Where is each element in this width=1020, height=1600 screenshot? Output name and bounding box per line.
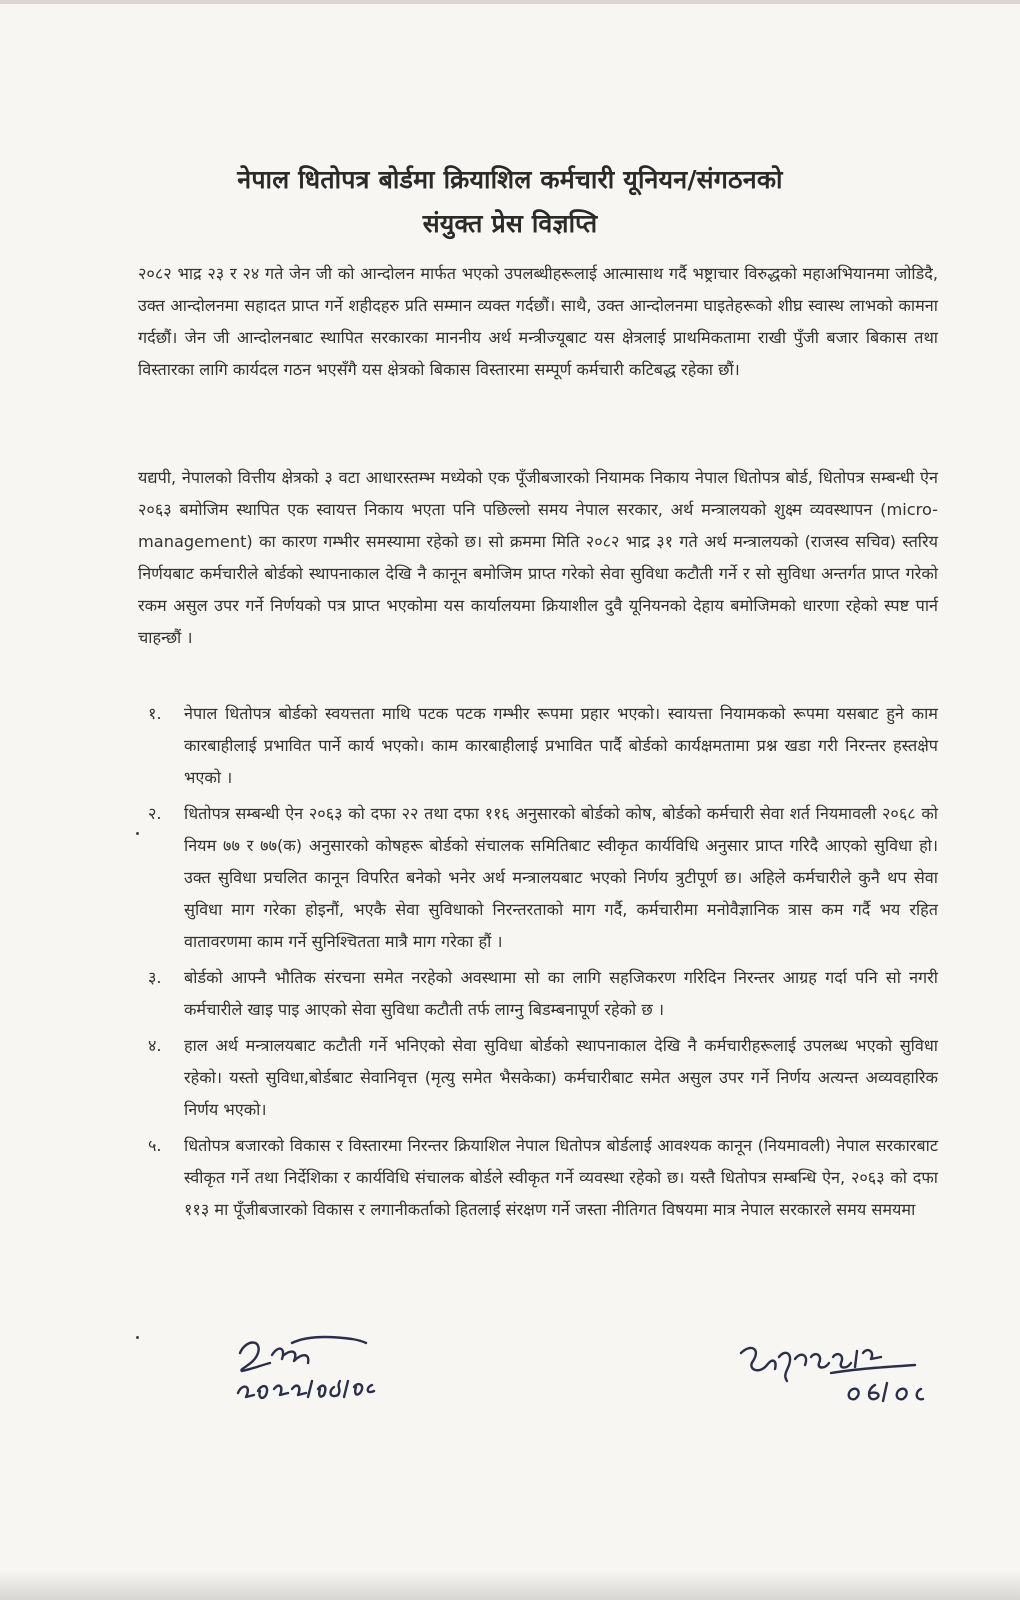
scan-speck [136,832,139,835]
signature-right [735,1335,965,1425]
list-item [148,1030,938,1126]
paragraph-context: यद्यपी, नेपालको वित्तीय क्षेत्रको ३ वटा आधारस्तम्भ मध्येको एक पूँजीबजारको नियामक निकाय नेपाल धितोपत्र बोर्ड, धितोपत्र सम्बन्धी ऐन २०६३ बमोजिम स्थापित एक स्वायत्त निकाय भएता पनि पछिल्लो समय नेपाल सरकार, अर्थ मन्त्रालयको शुक्ष्म व्यवस्थापन (micro-management) का कारण गम्भीर समस्यामा रहेको छ। सो क्रममा मिति २०८२ भाद्र ३१ गते अर्थ मन्त्रालयको (राजस्व सचिव) स्तरिय निर्णयबाट कर्मचारीले बोर्डको स्थापनाकाल देखि नै कानून बमोजिम प्राप्त गरेको सेवा सुविधा कटौती गर्ने र सो सुविधा अन्तर्गत प्राप्त गरेको रकम असुल उपर गर्ने निर्णयको पत्र प्राप्त भएकोमा यस कार्यालयमा क्रियाशील दुवै यूनियनको देहाय बमोजिमको धारणा रहेको स्पष्ट पार्न चाहन्छौं । [138,468,938,647]
list-item [148,1130,938,1226]
point-text: हाल अर्थ मन्त्रालयबाट कटौती गर्ने भनिएको सेवा सुविधा बोर्डको स्थापनाकाल देखि नै कर्मचारीहरूलाई उपलब्ध भएको सुविधा रहेको। यस्तो सुविधा,बोर्डबाट सेवानिवृत्त (मृत्यु समेत भैसकेका) कर्मचारीबाट समेत असुल उपर गर्ने निर्णय अत्यन्त अव्यवहारिक निर्णय भएको। [184,1036,938,1119]
signature-right-drawing [735,1335,965,1425]
list-item [148,698,938,794]
point-number: १. [148,704,162,723]
list-item [148,962,938,1026]
page-bottom-shadow [0,1570,1020,1600]
point-text: धितोपत्र बजारको विकास र विस्तारमा निरन्तर क्रियाशिल नेपाल धितोपत्र बोर्डलाई आवश्यक कानून (नियमावली) नेपाल सरकारबाट स्वीकृत गर्ने तथा निर्देशिका र कार्यविधि संचालक बोर्डले स्वीकृत गर्ने व्यवस्था रहेको छ। यस्तै धितोपत्र सम्बन्धि ऐन, २०६३ को दफा ११३ मा पूँजीबजारको विकास र लगानीकर्ताको हितलाई संरक्षण गर्ने जस्ता नीतिगत विषयमा मात्र नेपाल सरकारले समय समयमा [184,1136,938,1219]
points-list [148,698,938,1230]
signature-left [232,1325,462,1415]
point-number: २. [148,804,162,823]
list-item [148,798,938,958]
document-title: नेपाल धितोपत्र बोर्डमा क्रियाशिल कर्मचारी यूनियन/संगठनको [237,165,783,194]
point-text: धितोपत्र सम्बन्धी ऐन २०६३ को दफा २२ तथा दफा ११६ अनुसारको बोर्डको कोष, बोर्डको कर्मचारी सेवा शर्त नियमावली २०६८ को नियम ७७ र ७७(क) अनुसारको कोषहरू बोर्डको संचालक समितिबाट स्वीकृत कार्यविधि अनुसार प्राप्त गरिदै आएको सुविधा हो। उक्त सुविधा प्रचलित कानून विपरित बनेको भनेर अर्थ मन्त्रालयबाट भएको निर्णय त्रुटीपूर्ण छ। अहिले कर्मचारीले कुनै थप सेवा सुविधा माग गरेका होइनौं, भएकै सेवा सुविधाको निरन्तरताको माग गर्दै, कर्मचारीमा मनोवैज्ञानिक त्रास कम गर्दै भय रहित वातावरणमा काम गर्ने सुनिश्चितता मात्रै माग गरेका हौं । [184,804,938,951]
point-number: ३. [148,968,162,987]
scan-speck [136,1336,139,1339]
point-text: नेपाल धितोपत्र बोर्डको स्वयत्तता माथि पटक पटक गम्भीर रूपमा प्रहार भएको। स्वायत्ता नियामकको रूपमा यसबाट हुने काम कारबाहीलाई प्रभावित पार्ने कार्य भएको। काम कारबाहीलाई प्रभावित पार्दै बोर्डको कार्यक्षमतामा प्रश्न खडा गरी निरन्तर हस्तक्षेप भएको । [184,704,938,787]
paragraph-intro: २०८२ भाद्र २३ र २४ गते जेन जी को आन्दोलन मार्फत भएको उपलब्धीहरूलाई आत्मासाथ गर्दै भष्ट्राचार विरुद्धको महाअभियानमा जोडिदै, उक्त आन्दोलनमा सहादत प्राप्त गर्ने शहीदहरु प्रति सम्मान व्यक्त गर्दछौं। साथै, उक्त आन्दोलनमा घाइतेहरूको शीघ्र स्वास्थ लाभको कामना गर्दछौं। जेन जी आन्दोलनबाट स्थापित सरकारका माननीय अर्थ मन्त्रीज्यूबाट यस क्षेत्रलाई प्राथमिकतामा राखी पुँजी बजार बिकास तथा विस्तारका लागि कार्यदल गठन भएसँगै यस क्षेत्रको बिकास विस्तारमा सम्पूर्ण कर्मचारी कटिबद्ध रहेका छौं। [138,264,938,379]
point-text: बोर्डको आफ्नै भौतिक संरचना समेत नरहेको अवस्थामा सो का लागि सहजिकरण गरिदिन निरन्तर आग्रह गर्दा पनि सो नगरी कर्मचारीले खाइ पाइ आएको सेवा सुविधा कटौती तर्फ लाग्नु बिडम्बनापूर्ण रहेको छ । [184,968,938,1019]
point-number: ४. [148,1036,162,1055]
document-subtitle: संयुक्त प्रेस विज्ञप्ति [422,209,598,238]
page-top-edge [0,0,1020,4]
signature-left-drawing [232,1325,462,1415]
point-number: ५. [148,1136,162,1155]
